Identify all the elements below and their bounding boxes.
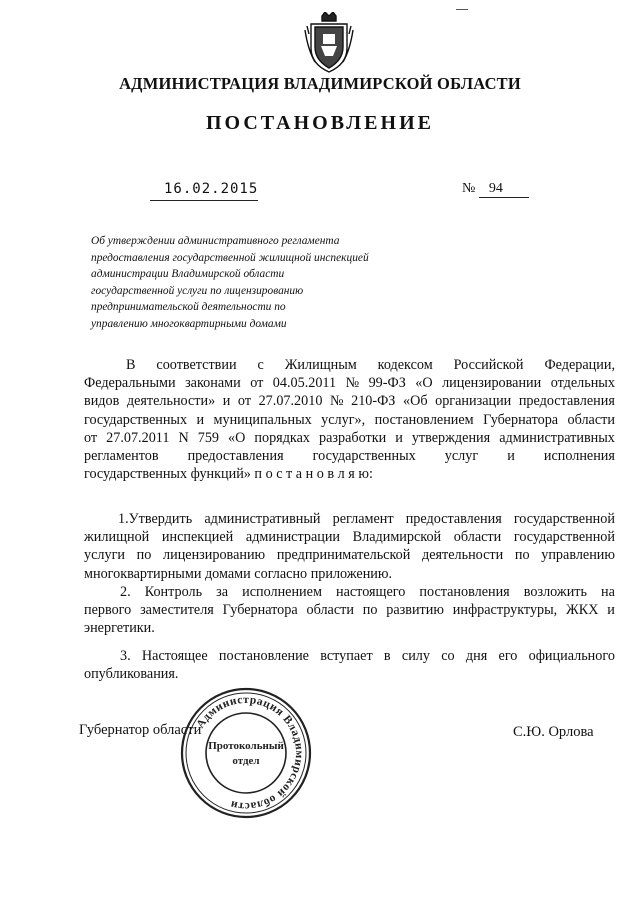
word: 2. xyxy=(120,584,131,600)
paragraph-line xyxy=(84,411,615,429)
word: исполнения xyxy=(543,448,615,465)
word: предоставления xyxy=(518,393,615,410)
word: исполнением xyxy=(242,584,322,600)
subject-line: предоставления государственной жилищной инспекцией xyxy=(91,251,369,264)
document-subject xyxy=(91,233,421,332)
word: первого xyxy=(84,602,132,619)
word: администрации xyxy=(245,529,341,546)
word: регламент xyxy=(332,511,394,527)
paragraph-line xyxy=(84,392,615,410)
word: 99-ФЗ xyxy=(368,375,406,392)
word: порядках xyxy=(254,429,310,446)
word: со xyxy=(441,648,455,664)
word: государственной xyxy=(513,529,615,546)
word: регламентов xyxy=(84,448,159,465)
word: с xyxy=(257,357,264,373)
word: 1.Утвердить xyxy=(118,511,193,527)
paragraph-line xyxy=(84,601,615,619)
word: области xyxy=(306,602,354,619)
official-stamp xyxy=(176,683,316,823)
word: за xyxy=(216,584,229,600)
signatory-position: Губернатор области xyxy=(79,722,202,738)
word: «Об xyxy=(402,393,428,410)
word: постановлением xyxy=(374,411,474,428)
word: дня xyxy=(465,648,488,664)
word: по xyxy=(362,602,378,619)
number-label: № xyxy=(462,181,476,196)
word: и xyxy=(196,411,205,428)
word: № xyxy=(345,375,360,392)
word: 3. xyxy=(120,648,131,664)
word: Российской xyxy=(453,357,524,373)
paragraph-line xyxy=(84,447,615,465)
word: от xyxy=(237,393,252,410)
word: официального xyxy=(528,648,615,664)
word: разработки xyxy=(319,429,387,446)
word: 27.07.2011 xyxy=(106,429,170,446)
word: лицензированию xyxy=(163,547,266,564)
stamp-center-line: Протокольный xyxy=(208,740,284,752)
document-number xyxy=(462,181,529,198)
word: постановления xyxy=(419,584,510,600)
word: Жилищным xyxy=(284,357,357,373)
paragraph-line xyxy=(84,583,615,601)
word: лицензировании xyxy=(442,375,542,392)
word: административный xyxy=(204,511,321,527)
paragraph-line xyxy=(84,528,615,546)
word: государственных xyxy=(84,411,188,428)
paragraph-line xyxy=(84,374,615,392)
word: постановление xyxy=(218,648,309,664)
word: государственной xyxy=(513,511,615,527)
word: «О xyxy=(228,429,246,446)
word: муниципальных xyxy=(213,411,312,428)
word: утверждения xyxy=(411,429,491,446)
subject-line: администрации Владимирской области xyxy=(91,268,285,280)
paragraph-line: опубликования. xyxy=(84,666,179,683)
word: заместителя xyxy=(140,602,214,619)
word: Настоящее xyxy=(141,648,208,664)
word: Контроль xyxy=(144,584,203,600)
word: его xyxy=(498,648,518,664)
word: N xyxy=(178,429,189,446)
word: деятельности» xyxy=(126,393,216,410)
word: законами xyxy=(185,375,241,392)
word: инфраструктуры, xyxy=(452,602,558,619)
subject-line: управлению многоквартирными домами xyxy=(91,317,287,330)
word: Губернатора xyxy=(222,602,298,619)
subject-line: Об утверждении административного регламента xyxy=(91,235,340,247)
paragraph-line: многоквартирными домами согласно приложению. xyxy=(84,565,393,582)
paragraph-line: энергетики. xyxy=(84,620,155,637)
word: предоставления xyxy=(405,511,502,527)
word: Губернатора xyxy=(483,411,559,428)
word: «О xyxy=(415,375,433,392)
signatory-name: С.Ю. Орлова xyxy=(513,724,594,740)
word: инспекцией xyxy=(161,529,234,546)
subject-line: государственной услуги по лицензированию xyxy=(91,284,304,297)
word: 04.05.2011 xyxy=(272,375,337,392)
word: отдельных xyxy=(550,375,615,392)
word: по xyxy=(136,547,152,564)
word: деятельности xyxy=(422,547,504,564)
coat-of-arms-icon xyxy=(303,12,355,76)
word: государственных xyxy=(312,448,416,465)
word: и xyxy=(507,448,515,465)
paragraph-line xyxy=(84,647,615,665)
word: 210-ФЗ xyxy=(351,393,396,410)
word: области xyxy=(567,411,615,428)
word: предпринимательской xyxy=(276,547,411,564)
stamp-ring-text: Администрация Владимирской области xyxy=(194,693,306,813)
word: управлению xyxy=(541,547,615,564)
word: предоставления xyxy=(187,448,284,465)
word: силу xyxy=(401,648,430,664)
paragraph-line xyxy=(84,356,615,374)
word: и xyxy=(607,602,615,619)
word: 759 xyxy=(197,429,220,446)
word: жилищной xyxy=(84,529,150,546)
number-value: 94 xyxy=(479,181,529,198)
word: В xyxy=(126,357,136,373)
organization-title: АДМИНИСТРАЦИЯ ВЛАДИМИРСКОЙ ОБЛАСТИ xyxy=(119,74,521,93)
subject-line: предпринимательской деятельности по xyxy=(91,301,286,313)
word: услуг xyxy=(444,448,479,465)
paragraph-line: государственных функций» п о с т а н о в л я ю: xyxy=(84,466,373,483)
paragraph-line xyxy=(84,546,615,564)
paragraph-line xyxy=(84,429,615,447)
word: по xyxy=(514,547,530,564)
word: настоящего xyxy=(336,584,406,600)
word: административных xyxy=(499,429,615,446)
word: области xyxy=(453,529,502,546)
word: возложить xyxy=(523,584,587,600)
word: в xyxy=(383,648,391,664)
word: вступает xyxy=(320,648,373,664)
clause-3 xyxy=(84,647,615,683)
word: на xyxy=(601,584,615,600)
preamble-paragraph xyxy=(84,356,615,483)
word: № xyxy=(329,393,344,410)
paragraph-line xyxy=(84,510,615,528)
scan-mark xyxy=(456,9,468,10)
document-date: 16.02.2015 xyxy=(150,181,258,201)
clause-2 xyxy=(84,583,615,638)
word: от xyxy=(250,375,264,392)
word: и xyxy=(222,393,231,410)
word: от xyxy=(84,429,98,446)
word: соответствии xyxy=(156,357,237,373)
word: услуги xyxy=(84,547,125,564)
word: 27.07.2010 xyxy=(258,393,323,410)
word: развитию xyxy=(386,602,444,619)
word: Владимирской xyxy=(352,529,442,546)
word: услуг», xyxy=(321,411,366,428)
stamp-center-line: отдел xyxy=(232,755,260,767)
word: кодексом xyxy=(377,357,433,373)
word: видов xyxy=(84,393,120,410)
clause-1 xyxy=(84,510,615,583)
word: и xyxy=(395,429,403,446)
word: организации xyxy=(435,393,512,410)
document-type: ПОСТАНОВЛЕНИЕ xyxy=(206,112,434,134)
word: Федерации, xyxy=(544,357,615,373)
word: Федеральными xyxy=(84,375,176,392)
word: ЖКХ xyxy=(566,602,599,619)
